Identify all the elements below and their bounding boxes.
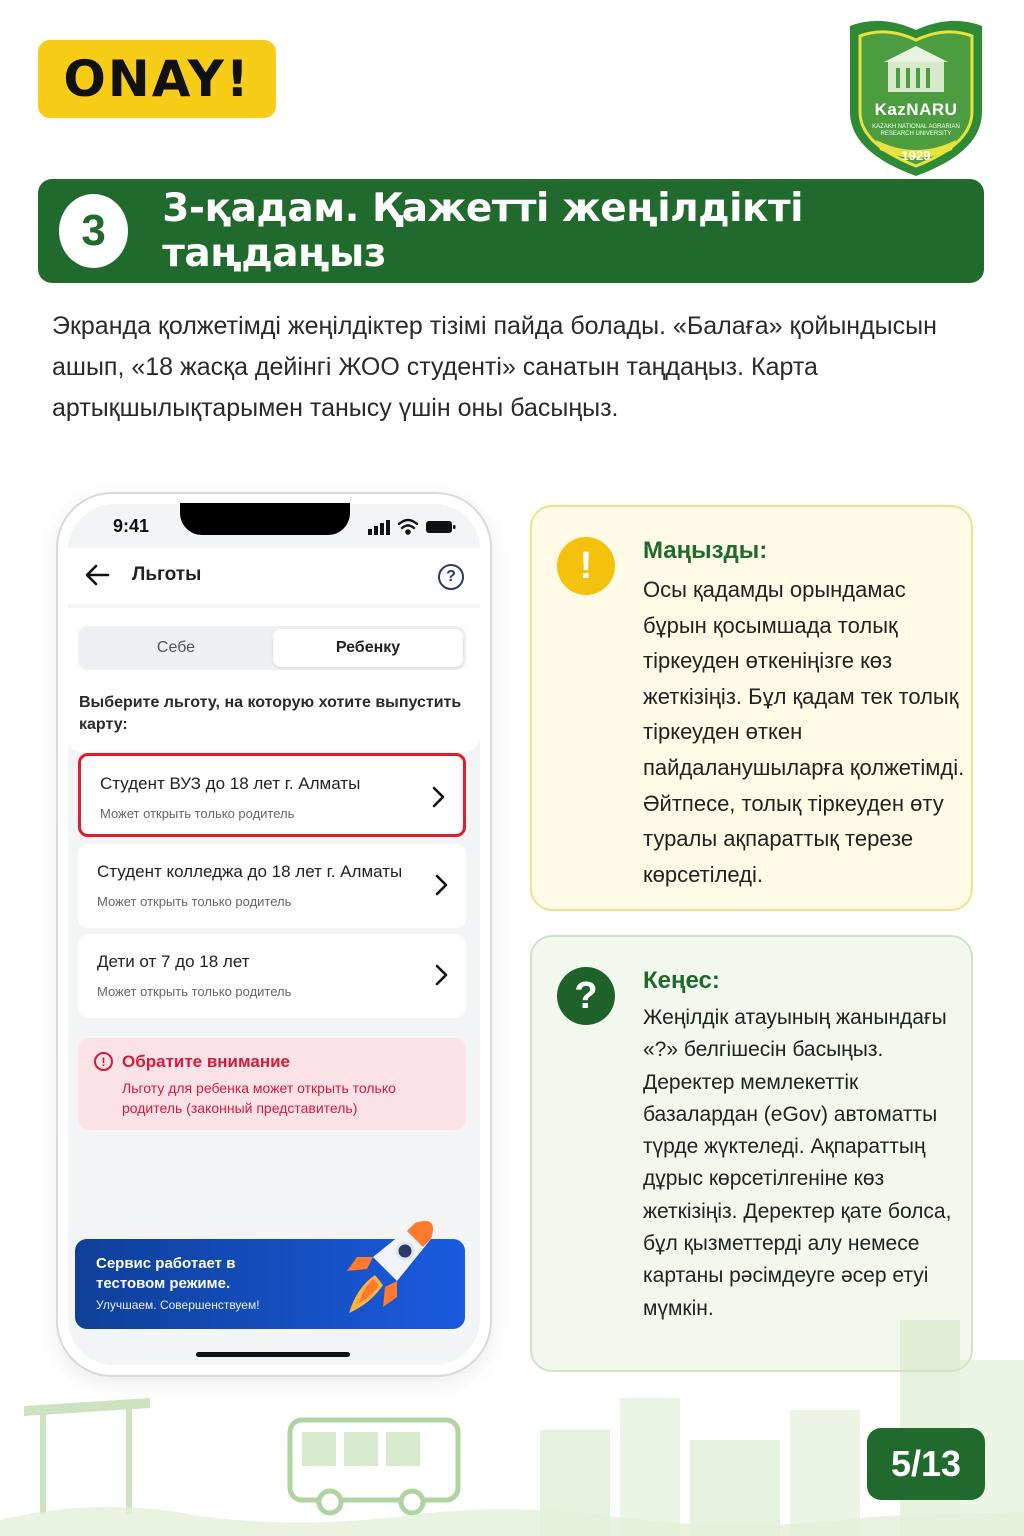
- phone-notch: [180, 503, 350, 535]
- status-time: 9:41: [113, 516, 150, 536]
- notice-title: Обратите внимание: [122, 1052, 290, 1071]
- bus-icon: [290, 1420, 458, 1513]
- grass-icon: [0, 1507, 1024, 1536]
- benefit-item-children[interactable]: [78, 934, 466, 1018]
- promo-title: Сервис работает в тестовом режиме.: [96, 1255, 236, 1292]
- promo-subtitle: Улучшаем. Совершенствуем!: [96, 1298, 260, 1312]
- benefit-subtitle: Может открыть только родитель: [97, 984, 292, 999]
- chevron-right-icon: [434, 872, 450, 898]
- recipient-tabs: [78, 626, 466, 670]
- step-banner: [38, 179, 984, 283]
- tip-body: Жеңілдік атауының жанындағы «?» белгішесін басыңыз. Деректер мемлекеттік базалардан (eGov) автоматты түрде жүктеледі. Ақпараттың дұрыс көрсетілгеніне көз жеткізіңіз. Деректер қате болса, бұл қызметтерді алу немесе картаны рәсімдеуге әсер етуі мүмкін.: [643, 1006, 952, 1320]
- benefit-title: Студент колледжа до 18 лет г. Алматы: [97, 862, 403, 881]
- onay-logo: [38, 40, 276, 118]
- kaznaru-year: 1929: [901, 148, 931, 163]
- status-icons: [368, 517, 458, 535]
- back-arrow-icon[interactable]: [84, 562, 110, 588]
- wifi-icon: [399, 520, 417, 534]
- alert-circle-icon: !: [94, 1052, 113, 1071]
- onay-logo-text: ONAY!: [63, 50, 251, 108]
- tab-child[interactable]: Ребенку: [273, 629, 463, 667]
- exclamation-icon: !: [557, 537, 615, 595]
- kaznaru-name: KazNARU: [874, 100, 958, 119]
- question-icon: ?: [557, 967, 615, 1025]
- tip-title: Кеңес:: [643, 967, 720, 994]
- battery-icon: [426, 521, 456, 533]
- chevron-right-icon: [434, 962, 450, 988]
- notice-body: Льготу для ребенка может открыть только родитель (законный представитель): [122, 1080, 396, 1116]
- attention-notice: [78, 1038, 466, 1130]
- help-icon[interactable]: ?: [438, 564, 464, 590]
- page-counter: 5/13: [867, 1428, 985, 1500]
- important-body: Осы қадамды орындамас бұрын қосымшада толық тіркеуден өткеніңізге көз жеткізіңіз. Бұл қадам тек толық тіркеуден өткен пайдаланушыларға қолжетімді. Әйтпесе, толық тіркеуден өту туралы ақпараттық терезе көрсетіледі.: [643, 577, 965, 887]
- benefit-title: Дети от 7 до 18 лет: [97, 952, 250, 971]
- bus-stop-icon: [24, 1398, 150, 1514]
- step-number-badge: 3: [59, 194, 128, 268]
- tab-self[interactable]: Себе: [156, 639, 196, 656]
- intro-text: Экранда қолжетімді жеңілдіктер тізімі пайда болады. «Балаға» қойындысын ашып, «18 жасқа дейінгі ЖОО студенті» санатын таңдаңыз. Карта артықшылықтарымен танысу үшін оны басыңыз.: [52, 312, 937, 422]
- city-scenery-illustration: [0, 1280, 1024, 1536]
- app-bar-title: Льготы: [132, 564, 202, 585]
- kaznaru-logo: [846, 14, 986, 178]
- app-bar: [66, 548, 480, 604]
- kaznaru-full-name: KAZAKH NATIONAL AGRARIAN RESEARCH UNIVERSITY: [872, 124, 960, 137]
- important-title: Маңызды:: [643, 537, 768, 564]
- benefit-subtitle: Может открыть только родитель: [100, 806, 295, 821]
- benefit-title: Студент ВУЗ до 18 лет г. Алматы: [100, 774, 361, 793]
- step-title: 3-қадам. Қажетті жеңілдікті таңдаңыз: [162, 186, 803, 276]
- signal-icon: [368, 520, 390, 535]
- benefit-item-college-student[interactable]: [78, 844, 466, 928]
- benefit-subtitle: Может открыть только родитель: [97, 894, 292, 909]
- important-card: [530, 505, 973, 911]
- benefit-prompt: Выберите льготу, на которую хотите выпустить карту:: [79, 694, 462, 733]
- benefit-item-university-student[interactable]: [78, 753, 466, 837]
- benefit-panel: [66, 608, 480, 752]
- chevron-right-icon: [431, 784, 447, 810]
